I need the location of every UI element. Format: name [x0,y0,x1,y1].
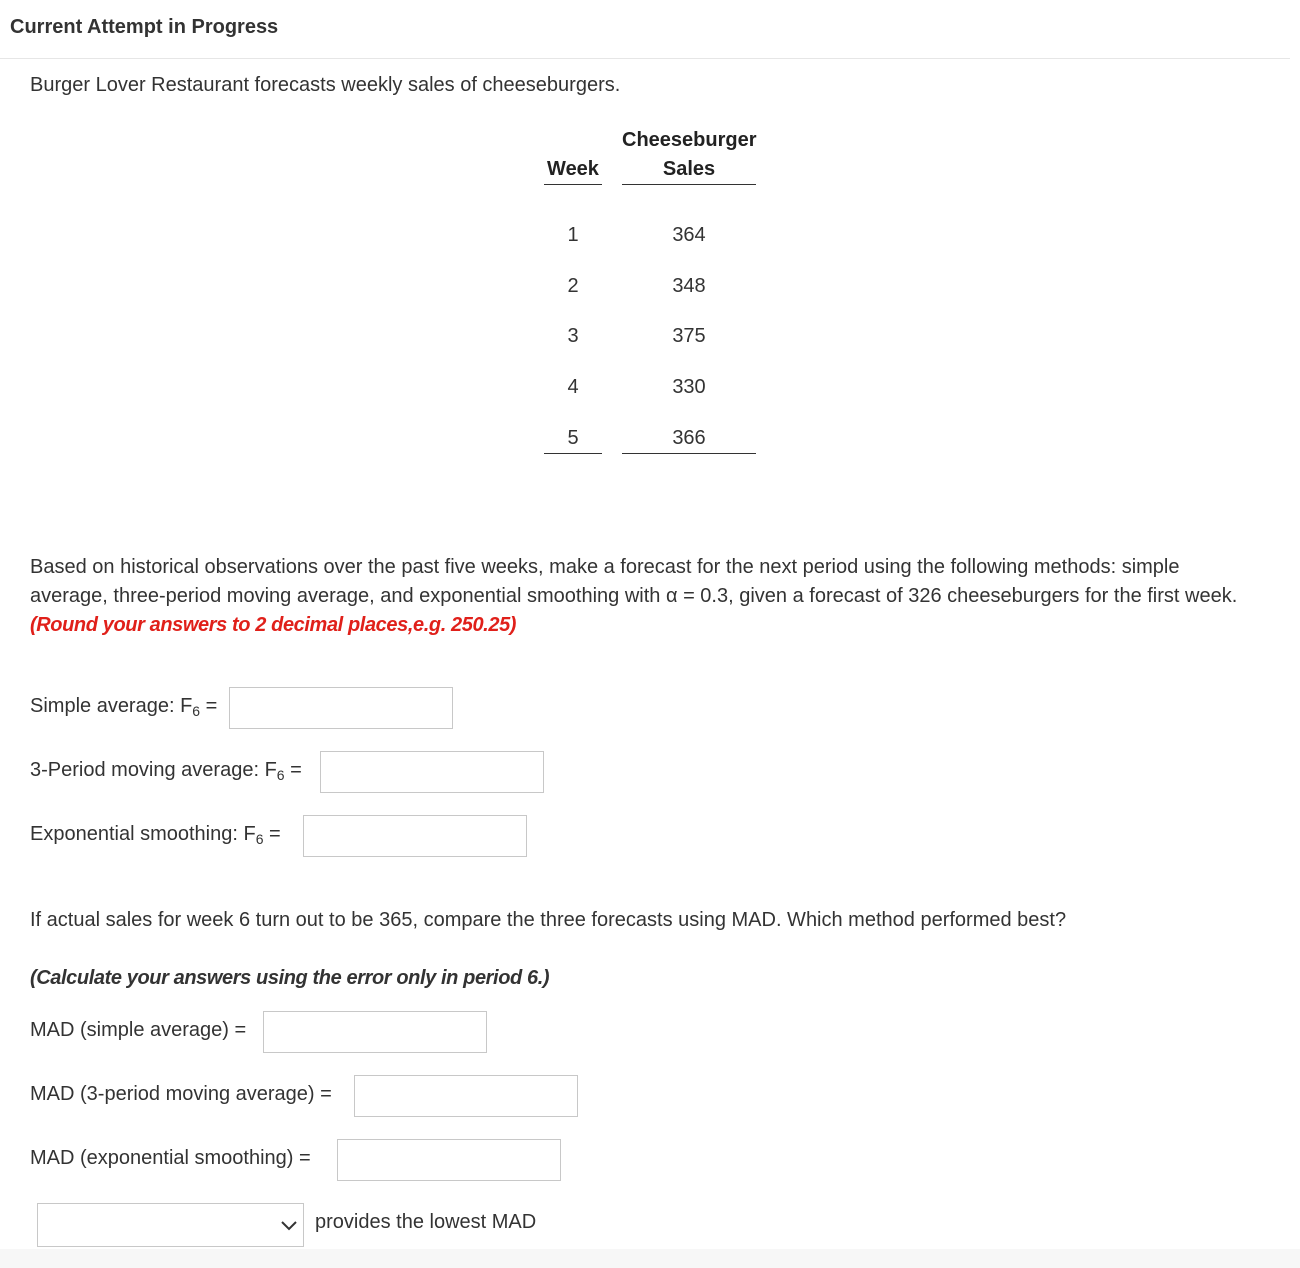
best-method-suffix: provides the lowest MAD [315,1211,537,1233]
simple-average-input[interactable] [229,687,453,729]
table-cell-sales: 364 [672,224,706,246]
exponential-smoothing-input[interactable] [303,815,527,857]
rounding-instruction: (Round your answers to 2 decimal places,e.g. 250.25) [30,614,517,636]
table-footer-rule-week [544,453,602,454]
table-cell-week: 4 [567,376,579,398]
exponential-smoothing-label: Exponential smoothing: $F_6$ = [30,823,281,847]
table-header-week: Week [547,158,599,180]
moving-average-input[interactable] [320,751,544,793]
mad-moving-label: MAD (3-period moving average) = [30,1083,332,1105]
question-header [0,0,1290,59]
table-header-rule-sales [622,184,756,185]
chevron-down-icon [279,1215,299,1235]
table-cell-week: 5 [567,427,579,449]
mad-simple-label: MAD (simple average) = [30,1019,247,1041]
table-cell-week: 3 [567,325,579,347]
mad-simple-input[interactable] [263,1011,487,1053]
mad-question: If actual sales for week 6 turn out to be 365, compare the three forecasts using MAD. Which method performed best? [30,909,1067,931]
best-method-select[interactable] [37,1203,304,1247]
table-cell-week: 2 [567,275,579,297]
bottom-strip [0,1249,1300,1268]
table-header-sales-line2: Sales [662,158,716,180]
table-footer-rule-sales [622,453,756,454]
attempt-status-title: Current Attempt in Progress [10,16,279,38]
table-cell-week: 1 [567,224,579,246]
table-cell-sales: 375 [672,325,706,347]
mad-exponential-input[interactable] [337,1139,561,1181]
table-header-rule-week [544,184,602,185]
mad-moving-input[interactable] [354,1075,578,1117]
paragraph-text: Based on historical observations over the past five weeks, make a forecast for the next period using the following methods: simple average, three-period moving average, and exponential smoothing with α = 0.3, given a forecast of 326 cheeseburgers for the first week. [30,556,1238,607]
mad-exponential-label: MAD (exponential smoothing) = [30,1147,311,1169]
table-header-sales [622,126,756,184]
table-cell-sales: 330 [672,376,706,398]
table-cell-sales: 366 [672,427,706,449]
table-cell-sales: 348 [672,275,706,297]
table-header-sales-line1: Cheeseburger [622,129,757,151]
question-intro: Burger Lover Restaurant forecasts weekly sales of cheeseburgers. [30,74,621,96]
mad-note: (Calculate your answers using the error only in period 6.) [30,967,550,989]
simple-average-label: Simple average: $F_6$ = [30,695,218,719]
moving-average-label: 3-Period moving average: $F_6$ = [30,759,302,783]
question-paragraph [30,553,1260,640]
